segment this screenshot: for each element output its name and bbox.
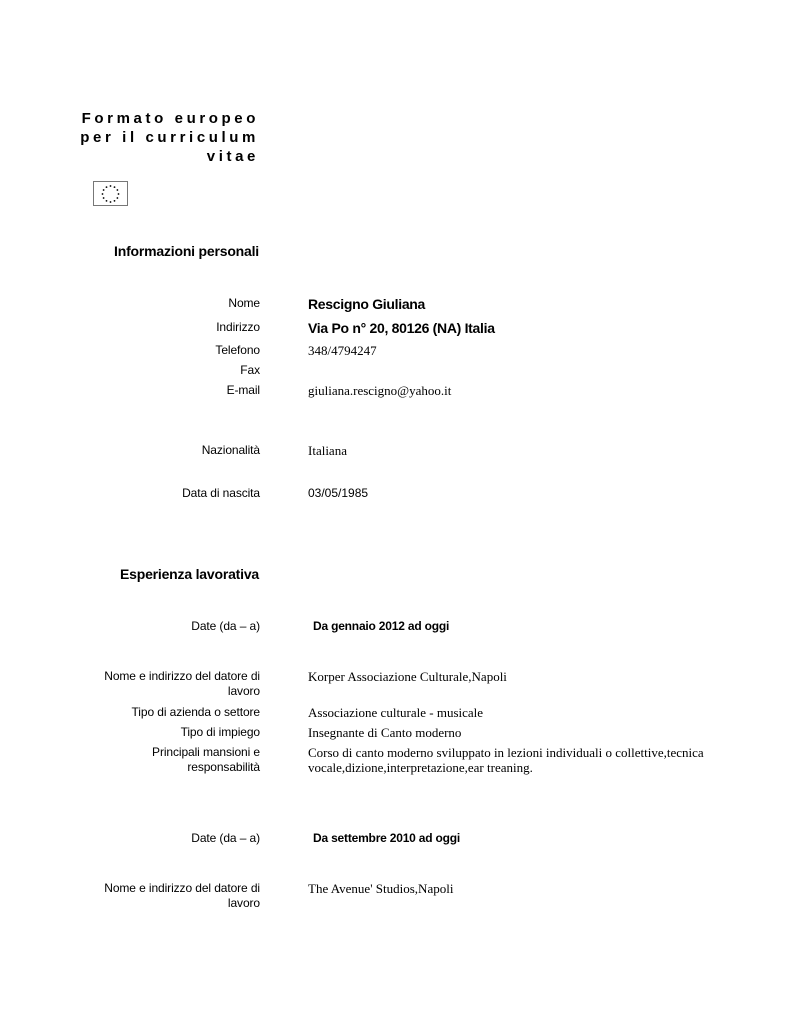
job1-employer-label-2: lavoro <box>227 684 260 698</box>
eu-flag-icon <box>93 181 128 206</box>
job2-date-value: Da settembre 2010 ad oggi <box>313 831 461 845</box>
cv-title-line1: Formato europeo <box>81 110 259 127</box>
job1-type-value: Insegnante di Canto moderno <box>308 725 462 740</box>
job1-duties-label-1: Principali mansioni e <box>152 745 260 759</box>
job1-duties-value-2: vocale,dizione,interpretazione,ear treaning. <box>308 760 533 775</box>
job1-duties-value-1: Corso di canto moderno sviluppato in lezioni individuali o collettive,tecnica <box>308 745 704 760</box>
phone-label: Telefono <box>215 343 260 357</box>
birth-value: 03/05/1985 <box>308 486 369 500</box>
name-label: Nome <box>228 296 260 310</box>
cv-title-line2: per il curriculum <box>80 129 259 146</box>
job1-date-label: Date (da – a) <box>191 619 260 633</box>
cv-title-line3: vitae <box>206 148 259 165</box>
job1-type-label: Tipo di impiego <box>180 725 260 739</box>
experience-section-title: Esperienza lavorativa <box>120 566 259 582</box>
job1-employer-value: Korper Associazione Culturale,Napoli <box>308 669 507 684</box>
job1-employer-label-1: Nome e indirizzo del datore di <box>104 669 260 683</box>
name-value: Rescigno Giuliana <box>308 296 426 312</box>
phone-value: 348/4794247 <box>308 343 377 358</box>
job2-employer-label-2: lavoro <box>227 896 260 910</box>
email-label: E-mail <box>226 383 260 397</box>
job2-date-label: Date (da – a) <box>191 831 260 845</box>
job2-employer-value: The Avenue' Studios,Napoli <box>308 881 454 896</box>
nationality-value: Italiana <box>308 443 347 458</box>
address-label: Indirizzo <box>216 320 260 334</box>
job1-sector-value: Associazione culturale - musicale <box>308 705 484 720</box>
job2-employer-label-1: Nome e indirizzo del datore di <box>104 881 260 895</box>
personal-section-title: Informazioni personali <box>114 243 259 259</box>
address-value: Via Po n° 20, 80126 (NA) Italia <box>308 320 495 336</box>
job1-sector-label: Tipo di azienda o settore <box>131 705 260 719</box>
fax-label: Fax <box>240 363 260 377</box>
job1-date-value: Da gennaio 2012 ad oggi <box>313 619 450 633</box>
nationality-label: Nazionalità <box>201 443 260 457</box>
email-value: giuliana.rescigno@yahoo.it <box>308 383 452 398</box>
job1-duties-label-2: responsabilità <box>187 760 260 774</box>
birth-label: Data di nascita <box>182 486 260 500</box>
